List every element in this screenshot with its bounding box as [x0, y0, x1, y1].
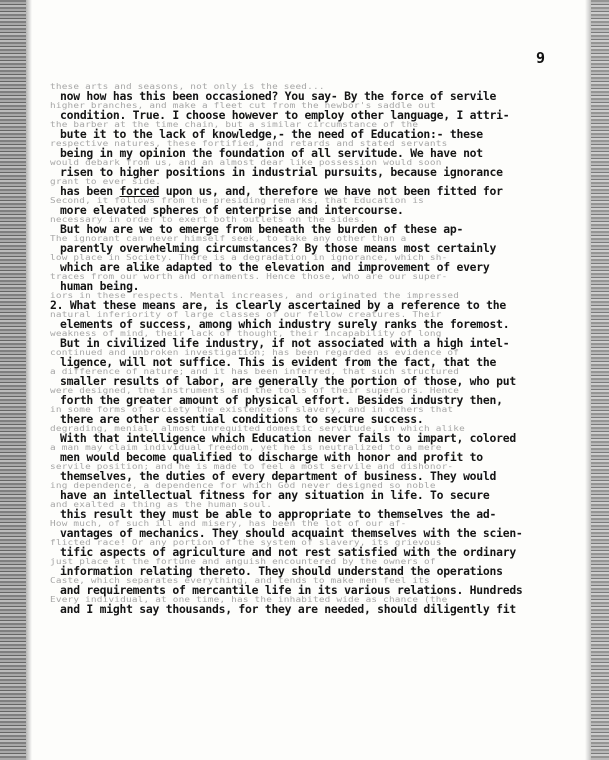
bleed-through-text: Second, it follows from the presiding remarks, that Education is	[50, 196, 425, 206]
bleed-through-text: the barber at the time chain, but a similar circumstance of the	[50, 120, 419, 130]
bleed-through-text: degrading, menial, almost unrequited domestic servitude, in which alike	[50, 424, 465, 434]
bleed-through-text: a man may claim individual freedom, yet he is neutralized to a mere	[50, 443, 442, 453]
body-text: forth the greater amount of physical effort. Besides industry then,	[60, 393, 503, 407]
body-text: human being.	[60, 279, 140, 293]
body-text: which are alike adapted to the elevation and improvement of every	[60, 260, 490, 274]
document-body	[50, 83, 570, 615]
text-line	[50, 83, 570, 102]
text-line	[50, 425, 570, 444]
body-text: vantages of mechanics. They should acquaint themselves with the scien-	[60, 526, 523, 540]
text-line	[50, 197, 570, 216]
body-text: men would become qualified to discharge with honor and profit to	[60, 450, 483, 464]
bleed-through-text: these arts and seasons, not only is the seed...	[50, 82, 325, 92]
bleed-through-text: and exalted a thing as the human soul.	[50, 500, 273, 510]
body-text: now how has this been occasioned? You say- By the force of servile	[60, 89, 497, 103]
body-text: and requirements of mercantile life in its various relations. Hundreds	[60, 583, 523, 597]
bleed-through-text: low place in Society. There is a degradation in ignorance, which sh-	[50, 253, 448, 263]
text-line	[50, 387, 570, 406]
text-line	[50, 463, 570, 482]
body-text: bute it to the lack of knowledge,- the need of Education:- these	[60, 127, 483, 141]
body-text: But how are we to emerge from beneath the burden of these ap-	[60, 222, 464, 236]
bleed-through-text: would debark from us, and an almost dear like possession would soon	[50, 158, 442, 168]
text-line	[50, 159, 570, 178]
text-line	[50, 501, 570, 520]
bleed-through-text: respective natures, these fortified, and retards and stated servants	[50, 139, 448, 149]
text-line	[50, 444, 570, 463]
bleed-through-text: iors in these respects. Mental increases, and originated the impressed	[50, 291, 460, 301]
text-line	[50, 349, 570, 368]
body-text: tific aspects of agriculture and not rest satisfied with the ordinary	[60, 545, 516, 559]
bleed-through-text: grant to ever side.	[50, 177, 162, 187]
bleed-through-text: Caste, which separates everything, and tends to make men feel its	[50, 576, 430, 586]
bleed-through-text: natural inferiority of large classes of our fellow creatures. Their	[50, 310, 442, 320]
bleed-through-text: in some forms of society the existence of slavery, and in others that	[50, 405, 454, 415]
bleed-through-text: necessary in order to exert both outlets on the sides.	[50, 215, 366, 225]
bleed-through-text: The ignorant can never himself seek, to take any other than a	[50, 234, 407, 244]
bleed-through-text: ing dependence, a dependence for which God never designed so noble	[50, 481, 436, 491]
bleed-through-text: a difference of nature; and it has been inferred, that such structured	[50, 367, 460, 377]
text-line	[50, 539, 570, 558]
text-line	[50, 482, 570, 501]
bleed-through-text: higher branches, and make a fleet cut from the hewbor's saddle out	[50, 101, 436, 111]
bleed-through-text: flicted race! Or any portion of the system of slavery, its grievous	[50, 538, 442, 548]
body-text: parently overwhelming circumstances? By those means most certainly	[60, 241, 497, 255]
body-text: and I might say thousands, for they are needed, should diligently fit	[60, 602, 516, 616]
bleed-through-text: continued and unbroken investigation; has been regarded as evidence of	[50, 348, 460, 358]
body-text: ligence, will not suffice. This is evident from the fact, that the	[60, 355, 497, 369]
text-line	[50, 368, 570, 387]
text-line	[50, 235, 570, 254]
page-number: 9	[536, 49, 546, 67]
text-line	[50, 102, 570, 121]
text-line	[50, 216, 570, 235]
body-text: But in civilized life industry, if not associated with a high intel-	[60, 336, 510, 350]
text-line	[50, 406, 570, 425]
bleed-through-text: How much, of such ill and misery, has been the lot of our af-	[50, 519, 407, 529]
text-line	[50, 254, 570, 273]
scan-edge-left	[0, 0, 26, 760]
body-text: With that intelligence which Education never fails to impart, colored	[60, 431, 516, 445]
body-text: more elevated spheres of enterprise and intercourse.	[60, 203, 404, 217]
body-text: being in my opinion the foundation of all servitude. We have not	[60, 146, 483, 160]
body-text: 2. What these means are, is clearly ascertained by a reference to the	[50, 298, 506, 312]
body-text: information relating thereto. They should understand the operations	[60, 564, 503, 578]
text-line	[50, 520, 570, 539]
text-line	[50, 273, 570, 292]
body-text: there are other essential conditions to secure success.	[60, 412, 424, 426]
bleed-through-text: Every individual, at one time, has the inhabited wide as chance (the	[50, 595, 448, 605]
body-text: risen to higher positions in industrial pursuits, because ignorance	[60, 165, 503, 179]
body-text: smaller results of labor, are generally the portion of those, who put	[60, 374, 516, 388]
bleed-through-text: servile position; and he is made to feel a most servile and dishonor-	[50, 462, 454, 472]
text-line	[50, 178, 570, 197]
body-text: elements of success, among which industry surely ranks the foremost.	[60, 317, 510, 331]
bleed-through-text: were designed, the instruments and the tools of their superiors. Hence	[50, 386, 460, 396]
text-line	[50, 596, 570, 615]
body-text: have an intellectual fitness for any situation in life. To secure	[60, 488, 490, 502]
text-line	[50, 558, 570, 577]
scan-edge-right	[591, 0, 609, 760]
text-line	[50, 121, 570, 140]
text-line	[50, 311, 570, 330]
body-text: has been forced upon us, and, therefore we have not been fitted for	[60, 184, 503, 198]
body-text: condition. True. I choose however to employ other language, I attri-	[60, 108, 510, 122]
body-text: this result they must be able to appropriate to themselves the ad-	[60, 507, 497, 521]
text-line	[50, 577, 570, 596]
bleed-through-text: traces from our worth and ornaments. Hence those, who are our super-	[50, 272, 448, 282]
bleed-through-text: just place at the fortune and anguish encountered by the owners of	[50, 557, 436, 567]
text-line	[50, 330, 570, 349]
text-line	[50, 292, 570, 311]
text-line	[50, 140, 570, 159]
bleed-through-text: weakness of mind, their lack of thought, their incapability of long	[50, 329, 442, 339]
body-text: themselves, the duties of every department of business. They would	[60, 469, 497, 483]
underlined-word: forced	[119, 184, 160, 198]
